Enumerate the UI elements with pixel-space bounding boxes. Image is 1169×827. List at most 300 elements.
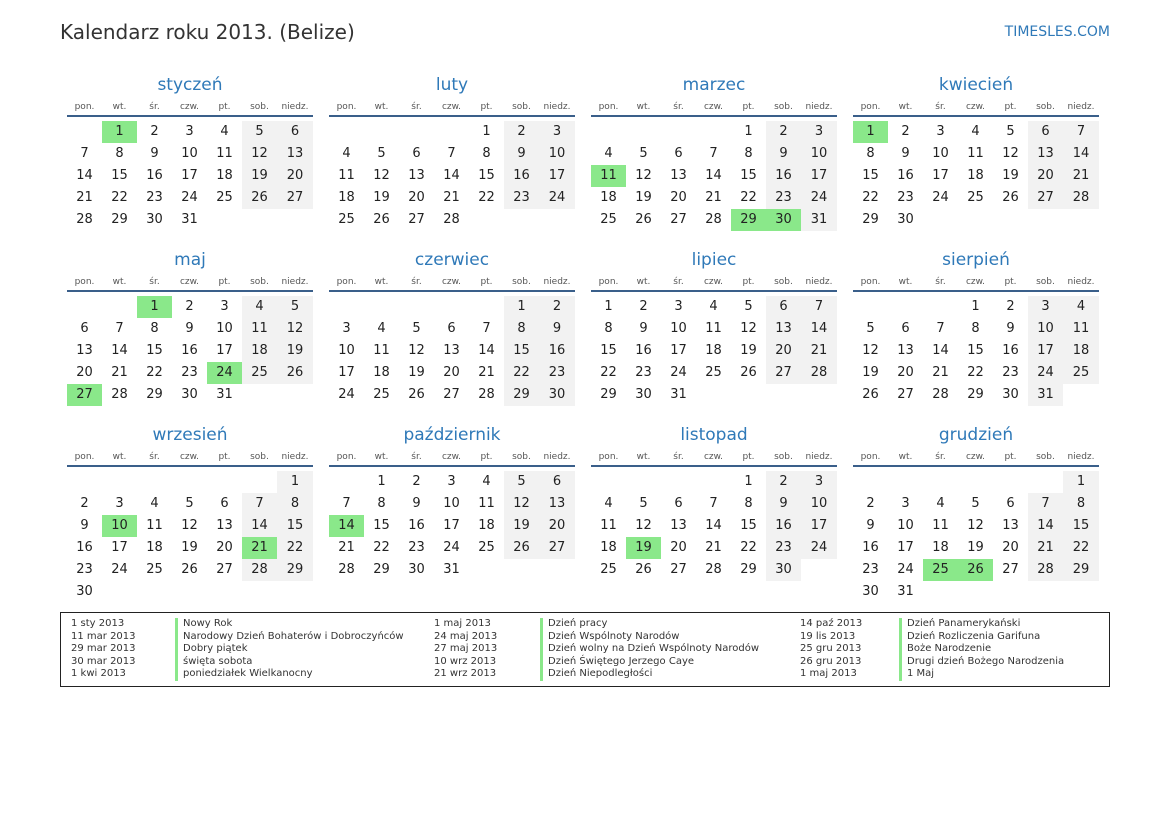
- weekday-label: wt.: [374, 277, 389, 287]
- day-cell: 25: [146, 562, 163, 577]
- empty-cell: [853, 471, 888, 493]
- day-cell: 10: [801, 143, 837, 165]
- day-cell: 3: [901, 496, 910, 511]
- weekday-label: sob.: [1036, 102, 1055, 112]
- day-cell: 6: [1028, 121, 1063, 143]
- day-cell: 10: [216, 321, 233, 336]
- legend-holiday-name: Dobry piątek: [175, 643, 404, 656]
- day-cell: 22: [146, 365, 163, 380]
- day-cell: 15: [478, 168, 495, 183]
- legend-holiday-name: poniedziałek Wielkanocny: [175, 668, 404, 681]
- weekday-label: wt.: [374, 102, 389, 112]
- day-cell: 27: [1028, 187, 1063, 209]
- legend-date: 27 maj 2013: [434, 643, 498, 655]
- day-cell: 7: [801, 296, 837, 318]
- weekday-header: [591, 99, 837, 117]
- day-cell: 30: [146, 212, 163, 227]
- day-cell: 7: [936, 321, 945, 336]
- day-cell: 25: [216, 190, 233, 205]
- day-cell: 12: [1002, 146, 1019, 161]
- day-cell: 5: [277, 296, 313, 318]
- empty-cell: [102, 296, 137, 318]
- weekday-label: śr.: [673, 452, 684, 462]
- legend-date: 26 gru 2013: [800, 655, 862, 667]
- day-cell: 1: [604, 299, 613, 314]
- day-cell: 30: [181, 387, 198, 402]
- weekday-label: pon.: [74, 102, 95, 112]
- day-cell: 6: [674, 496, 683, 511]
- day-cell: 14: [443, 168, 460, 183]
- day-cell: 11: [705, 321, 722, 336]
- day-cell: 2: [639, 299, 648, 314]
- empty-cell: [172, 471, 207, 493]
- empty-cell: [434, 296, 469, 318]
- day-cell: 7: [1063, 121, 1099, 143]
- day-cell: 26: [1002, 190, 1019, 205]
- day-cell: 4: [342, 146, 351, 161]
- day-cell: 29: [111, 212, 128, 227]
- day-cell: 5: [242, 121, 277, 143]
- empty-cell: [923, 471, 958, 493]
- day-cell: 7: [709, 146, 718, 161]
- legend-holiday-name: Dzień wolny na Dzień Wspólnoty Narodów: [540, 643, 759, 656]
- legend-names: [540, 613, 759, 686]
- day-cell: 29: [967, 387, 984, 402]
- month-name: listopad: [680, 425, 748, 445]
- day-cell: 1: [504, 296, 539, 318]
- weekday-label: wt.: [898, 102, 913, 112]
- day-cell: 24: [897, 562, 914, 577]
- day-cell: 13: [1028, 143, 1063, 165]
- legend-holiday-name: Narodowy Dzień Bohaterów i Dobroczyńców: [175, 631, 404, 644]
- day-cell: 31: [897, 584, 914, 599]
- weekday-label: wt.: [374, 452, 389, 462]
- day-cell: 26: [373, 212, 390, 227]
- day-cell: 3: [674, 299, 683, 314]
- page-title: Kalendarz roku 2013. (Belize): [60, 20, 355, 44]
- weekday-label: sob.: [774, 452, 793, 462]
- day-grid: [67, 296, 313, 406]
- weekday-header: [329, 449, 575, 467]
- day-cell: 12: [862, 343, 879, 358]
- day-cell: 5: [639, 146, 648, 161]
- day-cell: 29: [504, 384, 539, 406]
- day-cell: 12: [277, 318, 313, 340]
- legend-date: 1 sty 2013: [71, 618, 125, 629]
- weekday-label: pt.: [218, 452, 231, 462]
- weekday-label: pt.: [218, 277, 231, 287]
- day-cell: 16: [766, 165, 801, 187]
- weekday-label: sob.: [250, 277, 269, 287]
- month-name: październik: [403, 425, 501, 445]
- day-cell: 24: [443, 540, 460, 555]
- day-grid: [591, 471, 837, 581]
- day-cell: 13: [766, 318, 801, 340]
- legend-date: 1 maj 2013: [800, 668, 857, 680]
- weekday-label: pt.: [480, 452, 493, 462]
- month-name: sierpień: [942, 250, 1010, 270]
- day-cell: 13: [897, 343, 914, 358]
- day-cell: 20: [408, 190, 425, 205]
- day-cell: 24: [539, 187, 575, 209]
- day-cell: 11: [1063, 318, 1099, 340]
- day-cell: 7: [709, 496, 718, 511]
- empty-cell: [399, 121, 434, 143]
- day-cell: 21: [705, 540, 722, 555]
- day-cell: 12: [635, 518, 652, 533]
- day-cell: 11: [242, 318, 277, 340]
- day-cell: 10: [539, 143, 575, 165]
- empty-cell: [364, 296, 399, 318]
- empty-cell: [67, 471, 102, 493]
- weekday-header: [329, 99, 575, 117]
- day-cell: 25: [705, 365, 722, 380]
- day-grid: [67, 471, 313, 603]
- day-cell: 9: [766, 493, 801, 515]
- weekday-label: czw.: [441, 452, 462, 462]
- empty-cell: [207, 471, 242, 493]
- legend-date: 1 maj 2013: [434, 618, 491, 629]
- weekday-header: [853, 274, 1099, 292]
- holiday-day-cell: 14: [329, 515, 364, 537]
- day-cell: 20: [443, 365, 460, 380]
- weekday-label: niedz.: [281, 452, 309, 462]
- day-cell: 2: [539, 296, 575, 318]
- day-cell: 19: [740, 343, 757, 358]
- day-cell: 8: [1063, 493, 1099, 515]
- day-cell: 17: [1028, 340, 1063, 362]
- day-cell: 13: [216, 518, 233, 533]
- day-cell: 28: [705, 562, 722, 577]
- legend-names: [899, 613, 1064, 686]
- day-cell: 12: [242, 143, 277, 165]
- weekday-label: sob.: [1036, 452, 1055, 462]
- day-cell: 16: [76, 540, 93, 555]
- day-cell: 30: [897, 212, 914, 227]
- day-cell: 22: [862, 190, 879, 205]
- weekday-label: niedz.: [543, 277, 571, 287]
- day-cell: 13: [277, 143, 313, 165]
- day-cell: 23: [897, 190, 914, 205]
- weekday-label: sob.: [250, 452, 269, 462]
- weekday-label: czw.: [441, 277, 462, 287]
- weekday-label: czw.: [703, 277, 724, 287]
- day-cell: 22: [1063, 537, 1099, 559]
- day-cell: 27: [766, 362, 801, 384]
- month-5: [329, 247, 575, 422]
- day-cell: 3: [342, 321, 351, 336]
- weekday-label: niedz.: [281, 277, 309, 287]
- day-cell: 17: [897, 540, 914, 555]
- holiday-day-cell: 1: [137, 296, 172, 318]
- day-cell: 3: [220, 299, 229, 314]
- empty-cell: [958, 471, 993, 493]
- day-cell: 14: [76, 168, 93, 183]
- weekday-header: [853, 449, 1099, 467]
- day-cell: 25: [338, 212, 355, 227]
- day-cell: 21: [478, 365, 495, 380]
- empty-cell: [888, 296, 923, 318]
- day-cell: 8: [482, 146, 491, 161]
- day-cell: 11: [478, 496, 495, 511]
- weekday-label: pon.: [74, 452, 95, 462]
- day-cell: 9: [901, 146, 910, 161]
- weekday-label: niedz.: [543, 452, 571, 462]
- day-cell: 15: [277, 515, 313, 537]
- weekday-label: niedz.: [1067, 452, 1095, 462]
- day-cell: 18: [1063, 340, 1099, 362]
- weekday-label: pt.: [480, 277, 493, 287]
- day-grid: [329, 296, 575, 406]
- day-cell: 6: [539, 471, 575, 493]
- day-cell: 20: [670, 190, 687, 205]
- day-cell: 24: [181, 190, 198, 205]
- weekday-label: sob.: [512, 102, 531, 112]
- day-cell: 17: [111, 540, 128, 555]
- day-cell: 31: [1028, 384, 1063, 406]
- day-cell: 2: [185, 299, 194, 314]
- day-cell: 2: [901, 124, 910, 139]
- day-cell: 15: [600, 343, 617, 358]
- day-cell: 7: [242, 493, 277, 515]
- day-cell: 4: [242, 296, 277, 318]
- day-cell: 12: [408, 343, 425, 358]
- weekday-label: pon.: [860, 452, 881, 462]
- day-cell: 14: [111, 343, 128, 358]
- day-cell: 11: [216, 146, 233, 161]
- day-cell: 29: [373, 562, 390, 577]
- day-cell: 12: [373, 168, 390, 183]
- day-cell: 24: [111, 562, 128, 577]
- weekday-label: sob.: [512, 452, 531, 462]
- day-cell: 2: [766, 121, 801, 143]
- day-cell: 23: [146, 190, 163, 205]
- day-cell: 26: [242, 187, 277, 209]
- empty-cell: [923, 296, 958, 318]
- month-name: lipiec: [691, 250, 737, 270]
- weekday-label: wt.: [636, 102, 651, 112]
- day-cell: 26: [862, 387, 879, 402]
- day-cell: 28: [111, 387, 128, 402]
- day-cell: 10: [897, 518, 914, 533]
- empty-cell: [364, 121, 399, 143]
- day-cell: 12: [181, 518, 198, 533]
- day-cell: 29: [740, 562, 757, 577]
- legend-date: 19 lis 2013: [800, 630, 856, 642]
- legend-column-0: [61, 613, 424, 686]
- day-cell: 6: [1006, 496, 1015, 511]
- day-cell: 14: [1063, 143, 1099, 165]
- weekday-label: pon.: [598, 277, 619, 287]
- day-cell: 14: [705, 168, 722, 183]
- empty-cell: [329, 296, 364, 318]
- day-cell: 19: [862, 365, 879, 380]
- legend-date: 10 wrz 2013: [434, 655, 497, 667]
- month-name: czerwiec: [414, 250, 490, 270]
- day-cell: 14: [1028, 515, 1063, 537]
- holiday-day-cell: 1: [853, 121, 888, 143]
- weekday-header: [591, 274, 837, 292]
- day-cell: 23: [766, 187, 801, 209]
- day-cell: 2: [150, 124, 159, 139]
- weekday-label: czw.: [703, 102, 724, 112]
- weekday-header: [853, 99, 1099, 117]
- empty-cell: [661, 121, 696, 143]
- day-cell: 11: [600, 518, 617, 533]
- day-cell: 3: [936, 124, 945, 139]
- day-cell: 20: [216, 540, 233, 555]
- day-cell: 1: [744, 124, 753, 139]
- weekday-label: pon.: [860, 277, 881, 287]
- day-cell: 16: [766, 515, 801, 537]
- weekday-label: śr.: [935, 452, 946, 462]
- day-cell: 19: [967, 540, 984, 555]
- day-cell: 20: [277, 165, 313, 187]
- day-cell: 1: [377, 474, 386, 489]
- day-cell: 22: [740, 190, 757, 205]
- day-cell: 3: [185, 124, 194, 139]
- day-cell: 21: [443, 190, 460, 205]
- brand-link[interactable]: TIMESLES.COM: [1004, 24, 1110, 40]
- day-cell: 27: [670, 212, 687, 227]
- holiday-day-cell: 24: [207, 362, 242, 384]
- empty-cell: [329, 471, 364, 493]
- day-cell: 19: [277, 340, 313, 362]
- day-cell: 6: [277, 121, 313, 143]
- day-cell: 25: [600, 212, 617, 227]
- legend-holiday-name: Dzień Niepodległości: [540, 668, 759, 681]
- day-cell: 5: [504, 471, 539, 493]
- day-cell: 5: [185, 496, 194, 511]
- day-cell: 18: [932, 540, 949, 555]
- holiday-legend: [60, 612, 1110, 687]
- month-name: marzec: [682, 75, 746, 95]
- legend-date: 25 gru 2013: [800, 643, 862, 655]
- day-cell: 21: [76, 190, 93, 205]
- weekday-label: pt.: [742, 452, 755, 462]
- day-cell: 1: [744, 474, 753, 489]
- day-cell: 14: [242, 515, 277, 537]
- day-cell: 10: [443, 496, 460, 511]
- empty-cell: [242, 471, 277, 493]
- day-cell: 19: [1002, 168, 1019, 183]
- weekday-label: pt.: [742, 277, 755, 287]
- month-name: wrzesień: [152, 425, 228, 445]
- day-cell: 2: [766, 471, 801, 493]
- legend-column-2: [790, 613, 1107, 686]
- legend-holiday-name: 1 Maj: [899, 668, 1064, 681]
- day-cell: 18: [600, 190, 617, 205]
- day-cell: 14: [705, 518, 722, 533]
- day-cell: 27: [216, 562, 233, 577]
- weekday-label: śr.: [149, 452, 160, 462]
- day-cell: 30: [408, 562, 425, 577]
- weekday-label: niedz.: [805, 277, 833, 287]
- weekday-label: czw.: [441, 102, 462, 112]
- month-8: [67, 422, 313, 597]
- day-cell: 31: [181, 212, 198, 227]
- day-cell: 29: [600, 387, 617, 402]
- empty-cell: [67, 296, 102, 318]
- day-cell: 8: [504, 318, 539, 340]
- day-cell: 4: [971, 124, 980, 139]
- day-cell: 14: [478, 343, 495, 358]
- day-cell: 9: [504, 143, 539, 165]
- month-name: grudzień: [938, 425, 1014, 445]
- day-cell: 28: [1028, 559, 1063, 581]
- day-cell: 15: [504, 340, 539, 362]
- day-cell: 26: [635, 562, 652, 577]
- holiday-day-cell: 19: [626, 537, 661, 559]
- day-cell: 23: [766, 537, 801, 559]
- weekday-label: niedz.: [1067, 102, 1095, 112]
- weekday-label: pon.: [336, 102, 357, 112]
- day-cell: 13: [408, 168, 425, 183]
- day-cell: 9: [412, 496, 421, 511]
- weekday-label: niedz.: [805, 102, 833, 112]
- legend-holiday-name: Drugi dzień Bożego Narodzenia: [899, 656, 1064, 669]
- day-cell: 25: [967, 190, 984, 205]
- weekday-label: pt.: [1004, 102, 1017, 112]
- day-cell: 26: [635, 212, 652, 227]
- day-cell: 22: [478, 190, 495, 205]
- day-cell: 19: [373, 190, 390, 205]
- day-cell: 11: [338, 168, 355, 183]
- day-cell: 27: [670, 562, 687, 577]
- weekday-label: pt.: [218, 102, 231, 112]
- day-cell: 9: [639, 321, 648, 336]
- holiday-day-cell: 21: [242, 537, 277, 559]
- day-cell: 19: [181, 540, 198, 555]
- day-cell: 9: [80, 518, 89, 533]
- legend-date: 11 mar 2013: [71, 630, 136, 642]
- empty-cell: [469, 296, 504, 318]
- day-cell: 16: [862, 540, 879, 555]
- day-grid: [853, 471, 1099, 603]
- day-cell: 20: [539, 515, 575, 537]
- day-cell: 12: [740, 321, 757, 336]
- day-cell: 8: [115, 146, 124, 161]
- calendar-grid: [67, 72, 1102, 597]
- weekday-label: sob.: [774, 277, 793, 287]
- day-cell: 7: [115, 321, 124, 336]
- month-3: [853, 72, 1099, 247]
- day-cell: 12: [504, 493, 539, 515]
- weekday-label: śr.: [149, 102, 160, 112]
- legend-holiday-name: Dzień Rozliczenia Garifuna: [899, 631, 1064, 644]
- legend-dates: [790, 613, 899, 686]
- day-cell: 18: [967, 168, 984, 183]
- day-cell: 10: [670, 321, 687, 336]
- day-cell: 6: [412, 146, 421, 161]
- day-cell: 19: [504, 515, 539, 537]
- day-cell: 26: [408, 387, 425, 402]
- day-cell: 29: [1063, 559, 1099, 581]
- day-cell: 20: [1028, 165, 1063, 187]
- day-cell: 5: [866, 321, 875, 336]
- weekday-label: wt.: [636, 277, 651, 287]
- day-cell: 23: [408, 540, 425, 555]
- day-cell: 23: [1002, 365, 1019, 380]
- day-cell: 6: [674, 146, 683, 161]
- day-cell: 18: [705, 343, 722, 358]
- day-cell: 22: [967, 365, 984, 380]
- day-cell: 16: [1002, 343, 1019, 358]
- weekday-label: pon.: [598, 102, 619, 112]
- legend-dates: [61, 613, 175, 686]
- day-cell: 13: [539, 493, 575, 515]
- holiday-day-cell: 26: [958, 559, 993, 581]
